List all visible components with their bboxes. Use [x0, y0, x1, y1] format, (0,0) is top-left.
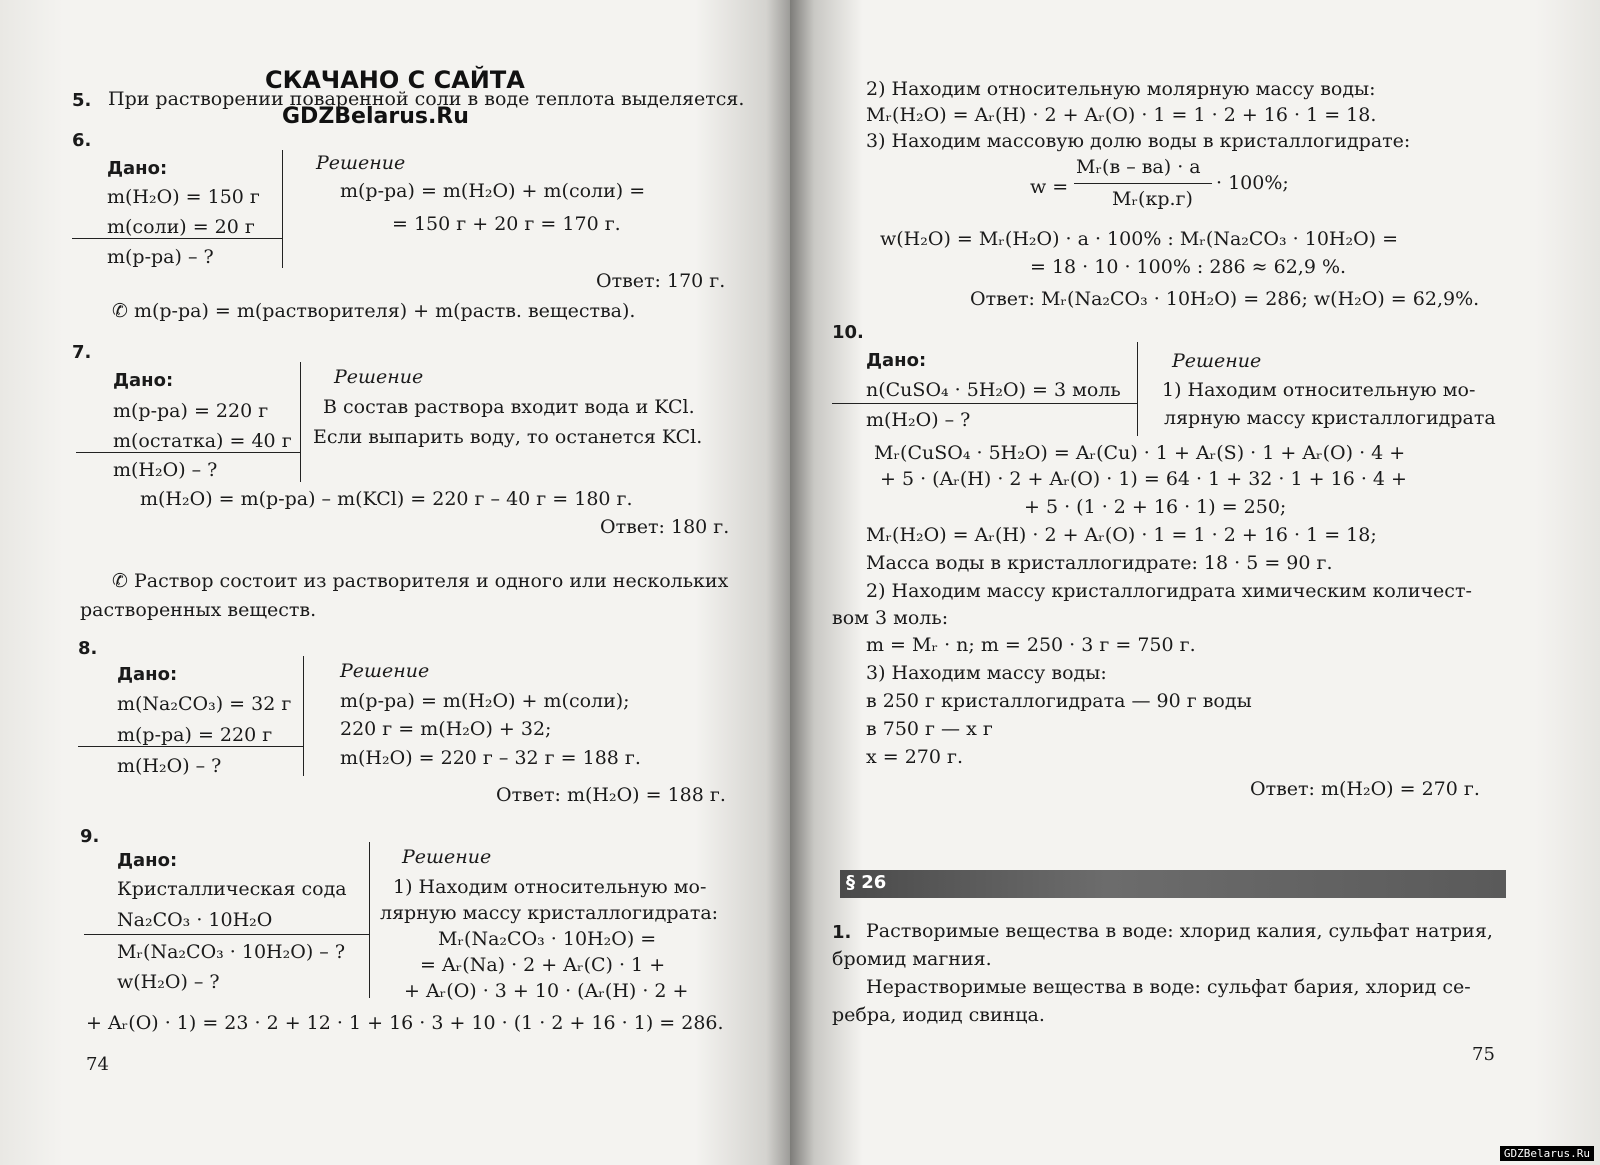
task-10-find: m(H₂O) – ? — [866, 409, 971, 431]
task-10-step-9: вом 3 моль: — [832, 607, 949, 629]
section-header-band — [840, 870, 1506, 898]
task-10-step-3: Mᵣ(CuSO₄ · 5H₂O) = Aᵣ(Cu) · 1 + Aᵣ(S) · 1 + Aᵣ(O) · 4 + — [874, 442, 1406, 464]
para-2-line-1: Нерастворимые вещества в воде: сульфат бария, хлорид се- — [866, 976, 1471, 998]
watermark-line2: GDZBelarus.Ru — [282, 104, 469, 129]
formula-denominator: Mᵣ(кр.г) — [1112, 188, 1193, 210]
task-6-given-label: Дано: — [107, 158, 168, 179]
task-7-divider — [300, 362, 301, 482]
task-9-given-2: Na₂CO₃ · 10H₂O — [117, 909, 273, 931]
task-8-given-1: m(Na₂CO₃) = 32 г — [117, 693, 292, 715]
task-7-find: m(H₂O) – ? — [113, 459, 218, 481]
task-8-solution-label: Решение — [340, 660, 430, 682]
task-10-given-1: n(CuSO₄ · 5H₂O) = 3 моль — [866, 379, 1121, 401]
task-5-text: При растворении поваренной соли в воде теплота выделяется. — [108, 88, 745, 110]
task-8-given-label: Дано: — [117, 664, 178, 685]
task-10-step-5: + 5 · (1 · 2 + 16 · 1) = 250; — [1024, 496, 1287, 518]
task-8-step-2: 220 г = m(H₂O) + 32; — [340, 718, 552, 740]
task-7-step-1: В состав раствора входит вода и KCl. — [323, 396, 695, 418]
task-10-step-10: m = Mᵣ · n; m = 250 · 3 г = 750 г. — [866, 634, 1196, 656]
task-9-given-label: Дано: — [117, 850, 178, 871]
task-10-step-6: Mᵣ(H₂O) = Aᵣ(H) · 2 + Aᵣ(O) · 1 = 1 · 2 + 16 · 1 = 18; — [866, 524, 1377, 546]
task-9-divider — [369, 842, 370, 998]
task-6-given-2: m(соли) = 20 г — [107, 216, 255, 238]
r-line-2: Mᵣ(H₂O) = Aᵣ(H) · 2 + Aᵣ(O) · 1 = 1 · 2 + 16 · 1 = 18. — [866, 104, 1377, 126]
para-1-line-2: бромид магния. — [832, 948, 992, 970]
task-10-step-12: в 250 г кристаллогидрата — 90 г воды — [866, 690, 1252, 712]
task-7-note-2: растворенных веществ. — [80, 599, 317, 621]
page-number-left: 74 — [86, 1054, 109, 1075]
task-10-step-13: в 750 г — x г — [866, 718, 993, 740]
task-9-number: 9. — [80, 826, 100, 847]
watermark-line1: СКАЧАНО С САЙТА — [265, 66, 525, 94]
footer-site-badge: GDZBelarus.Ru — [1500, 1146, 1594, 1161]
task-8-given-2: m(р-ра) = 220 г — [117, 724, 273, 746]
r-line-5: = 18 · 10 · 100% : 286 ≈ 62,9 %. — [1030, 256, 1347, 278]
task-8-step-3: m(H₂O) = 220 г – 32 г = 188 г. — [340, 747, 641, 769]
task-6-given-1: m(H₂O) = 150 г — [107, 186, 260, 208]
task-7-given-label: Дано: — [113, 370, 174, 391]
task-6-answer: Ответ: 170 г. — [596, 270, 726, 292]
task-6-find: m(р-ра) – ? — [107, 246, 214, 268]
formula-rhs: · 100%; — [1216, 172, 1289, 194]
task-10-number: 10. — [832, 322, 864, 343]
task-7-step-2: Если выпарить воду, то останется KCl. — [313, 426, 703, 448]
r-answer-9: Ответ: Mᵣ(Na₂CO₃ · 10H₂O) = 286; w(H₂O) = 62,9%. — [970, 288, 1480, 310]
task-7-given-1: m(р-ра) = 220 г — [113, 400, 269, 422]
task-8-number: 8. — [78, 638, 98, 659]
task-10-step-7: Масса воды в кристаллогидрате: 18 · 5 = 90 г. — [866, 552, 1333, 574]
task-7-answer: Ответ: 180 г. — [600, 516, 730, 538]
formula-lhs: w = — [1030, 176, 1069, 198]
task-7-step-3: m(H₂O) = m(р-ра) – m(KCl) = 220 г – 40 г = 180 г. — [140, 488, 633, 510]
task-9-underline — [84, 934, 370, 935]
task-6-note: ✆ m(р-ра) = m(растворителя) + m(раств. вещества). — [112, 300, 636, 322]
task-9-step-6: + Aᵣ(O) · 1) = 23 · 2 + 12 · 1 + 16 · 3 + 10 · (1 · 2 + 16 · 1) = 286. — [86, 1012, 724, 1034]
task-8-step-1: m(р-ра) = m(H₂O) + m(соли); — [340, 690, 630, 712]
task-9-solution-label: Решение — [402, 846, 492, 868]
task-10-step-1: 1) Находим относительную мо- — [1162, 379, 1476, 401]
task-10-answer: Ответ: m(H₂O) = 270 г. — [1250, 778, 1480, 800]
formula-fraction-bar — [1074, 183, 1212, 184]
task-7-number: 7. — [72, 342, 92, 363]
task-9-step-2: лярную массу кристаллогидрата: — [380, 902, 719, 924]
task-10-solution-label: Решение — [1172, 350, 1262, 372]
task-9-step-3: Mᵣ(Na₂CO₃ · 10H₂O) = — [438, 928, 657, 950]
task-10-step-8: 2) Находим массу кристаллогидрата химическим количест- — [866, 580, 1472, 602]
task-10-divider — [1137, 342, 1138, 436]
page-number-right: 75 — [1472, 1044, 1495, 1065]
r-line-1: 2) Находим относительную молярную массу воды: — [866, 78, 1376, 100]
task-10-step-14: x = 270 г. — [866, 746, 964, 768]
task-8-answer: Ответ: m(H₂O) = 188 г. — [496, 784, 726, 806]
task-6-step-1: m(р-ра) = m(H₂O) + m(соли) = — [340, 180, 646, 202]
para-1-line-1: Растворимые вещества в воде: хлорид калия, сульфат натрия, — [866, 920, 1493, 942]
task-9-given-1: Кристаллическая сода — [117, 878, 347, 900]
task-8-divider — [303, 656, 304, 776]
section-title: § 26 — [846, 872, 887, 893]
task-9-find-2: w(H₂O) – ? — [117, 971, 220, 993]
task-10-step-4: + 5 · (Aᵣ(H) · 2 + Aᵣ(O) · 1) = 64 · 1 + 32 · 1 + 16 · 4 + — [880, 468, 1407, 490]
task-10-step-2: лярную массу кристаллогидрата — [1164, 407, 1496, 429]
para-2-line-2: ребра, иодид свинца. — [832, 1004, 1045, 1026]
task-8-find: m(H₂O) – ? — [117, 755, 222, 777]
task-7-note-1: ✆ Раствор состоит из растворителя и одного или нескольких — [112, 570, 729, 592]
task-8-underline — [78, 746, 304, 747]
task-7-underline — [76, 452, 301, 453]
task-6-divider — [282, 150, 283, 268]
task-9-step-5: + Aᵣ(O) · 3 + 10 · (Aᵣ(H) · 2 + — [404, 980, 689, 1002]
task-10-step-11: 3) Находим массу воды: — [866, 662, 1107, 684]
task-9-step-4: = Aᵣ(Na) · 2 + Aᵣ(C) · 1 + — [420, 954, 666, 976]
r-line-3: 3) Находим массовую долю воды в кристаллогидрате: — [866, 130, 1411, 152]
task-6-number: 6. — [72, 130, 92, 151]
task-10-underline — [832, 403, 1138, 404]
task-6-underline — [72, 238, 283, 239]
task-7-solution-label: Решение — [334, 366, 424, 388]
task-6-solution-label: Решение — [316, 152, 406, 174]
formula-numerator: Mᵣ(в – ва) · a — [1076, 156, 1201, 178]
task-5-number: 5. — [72, 90, 92, 111]
task-10-given-label: Дано: — [866, 350, 927, 371]
r-line-4: w(H₂O) = Mᵣ(H₂O) · a · 100% : Mᵣ(Na₂CO₃ · 10H₂O) = — [880, 228, 1399, 250]
task-6-step-2: = 150 г + 20 г = 170 г. — [392, 213, 621, 235]
task-9-find-1: Mᵣ(Na₂CO₃ · 10H₂O) – ? — [117, 941, 345, 963]
para-1-number: 1. — [832, 922, 852, 943]
task-9-step-1: 1) Находим относительную мо- — [393, 876, 707, 898]
task-7-given-2: m(остатка) = 40 г — [113, 430, 292, 452]
